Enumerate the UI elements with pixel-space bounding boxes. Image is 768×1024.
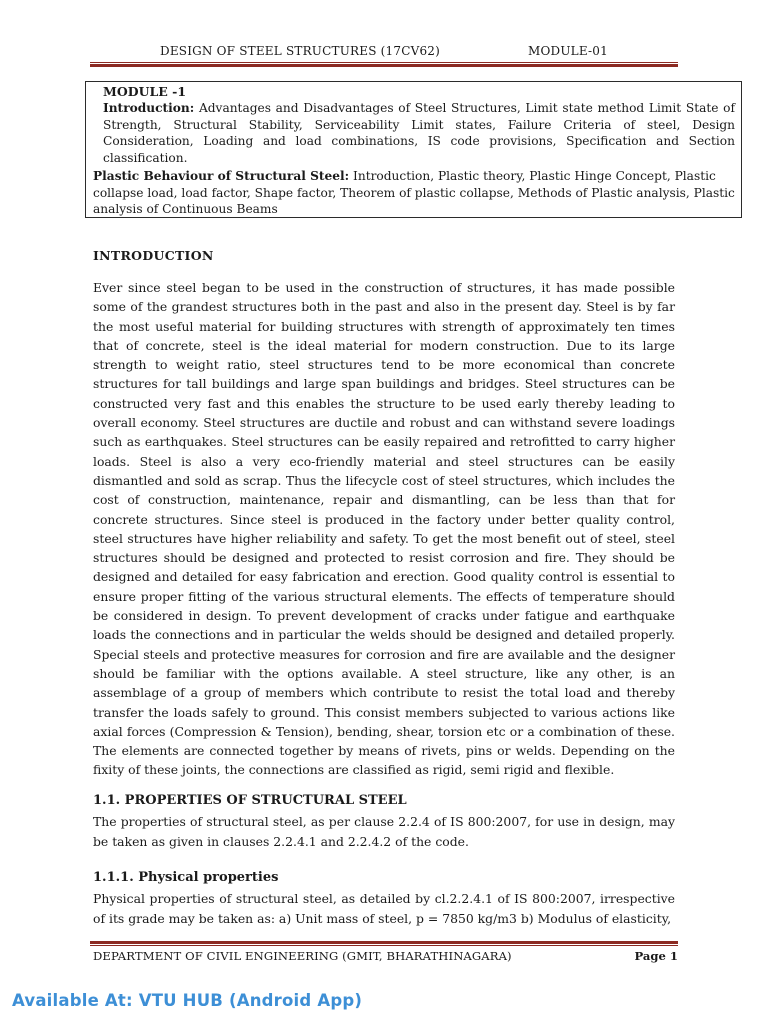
availability-watermark: Available At: VTU HUB (Android App) (12, 991, 363, 1010)
introduction-heading: INTRODUCTION (93, 248, 214, 263)
physical-properties-heading: 1.1.1. Physical properties (93, 870, 279, 885)
module-plastic-behaviour (93, 168, 735, 218)
footer-department: DEPARTMENT OF CIVIL ENGINEERING (GMIT, BHARATHINAGARA) (93, 949, 512, 963)
introduction-label: Introduction: (103, 101, 195, 115)
introduction-paragraph: Ever since steel began to be used in the construction of structures, it has made possible some of the grandest structures both in the past and also in the present day. Steel is by far the most useful material for building structures with strength of approximately ten times that of concrete, steel is the ideal material for modern construction. Due to its large strength to weight ratio, steel structures tend to be more economical than concrete structures for tall buildings and large span buildings and bridges. Steel structures can be constructed very fast and this enables the structure to be used early thereby leading to overall economy. Steel structures are ductile and robust and can withstand severe loadings such as earthquakes. Steel structures can be easily repaired and retrofitted to carry higher loads. Steel is also a very eco-friendly material and steel structures can be easily dismantled and sold as scrap. Thus the lifecycle cost of steel structures, which includes the cost of construction, maintenance, repair and dismantling, can be less than that for concrete structures. Since steel is produced in the factory under better quality control, steel structures have higher reliability and safety. To get the most benefit out of steel, steel structures should be designed and protected to resist corrosion and fire. They should be designed and detailed for easy fabrication and erection. Good quality control is essential to ensure proper fitting of the various structural elements. The effects of temperature should be considered in design. To prevent development of cracks under fatigue and earthquake loads the connections and in particular the welds should be designed and detailed properly. Special steels and protective measures for corrosion and fire are available and the designer should be familiar with the options available. A steel structure, like any other, is an assemblage of a group of members which contribute to resist the total load and thereby transfer the loads safely to ground. This consist members subjected to various actions like axial forces (Compression & Tension), bending, shear, torsion etc or a combination of these. The elements are connected together by means of rivets, pins or welds. Depending on the fixity of these joints, the connections are classified as rigid, semi rigid and flexible. (93, 280, 675, 778)
header-module: MODULE-01 (528, 44, 608, 58)
plastic-behaviour-label: Plastic Behaviour of Structural Steel: (93, 169, 350, 183)
module-syllabus-box (85, 81, 742, 218)
footer-rule-thin (90, 945, 678, 946)
introduction-text: Advantages and Disadvantages of Steel Structures, Limit state method Limit State of Strength, Structural Stability, Serviceability Limit states, Failure Criteria of steel, Design Consideration, Loading and load combinations, IS code provisions, Specification and Section classification. (103, 101, 735, 165)
page-number: Page 1 (634, 949, 678, 963)
properties-paragraph: The properties of structural steel, as per clause 2.2.4 of IS 800:2007, for use in design, may be taken as given in clauses 2.2.4.1 and 2.2.4.2 of the code. (93, 814, 675, 849)
module-title: MODULE -1 (103, 84, 187, 99)
header-rule-thin (90, 62, 678, 63)
plastic-behaviour-text: Introduction, Plastic theory, Plastic Hinge Concept, Plastic collapse load, load factor, Shape factor, Theorem of plastic collapse, Methods of Plastic analysis, Plastic analysis of Continuous Beams (93, 169, 735, 217)
module-introduction (103, 100, 735, 166)
header-title: DESIGN OF STEEL STRUCTURES (17CV62) (160, 44, 440, 58)
header-rule-thick (90, 64, 678, 67)
footer-rule-thick (90, 941, 678, 944)
physical-properties-paragraph: Physical properties of structural steel, as detailed by cl.2.2.4.1 of IS 800:2007, irrespective of its grade may be taken as: a) Unit mass of steel, p = 7850 kg/m3 b) Modulus of elasticity, (93, 891, 675, 926)
properties-heading: 1.1. PROPERTIES OF STRUCTURAL STEEL (93, 793, 407, 808)
page-header (160, 44, 620, 62)
